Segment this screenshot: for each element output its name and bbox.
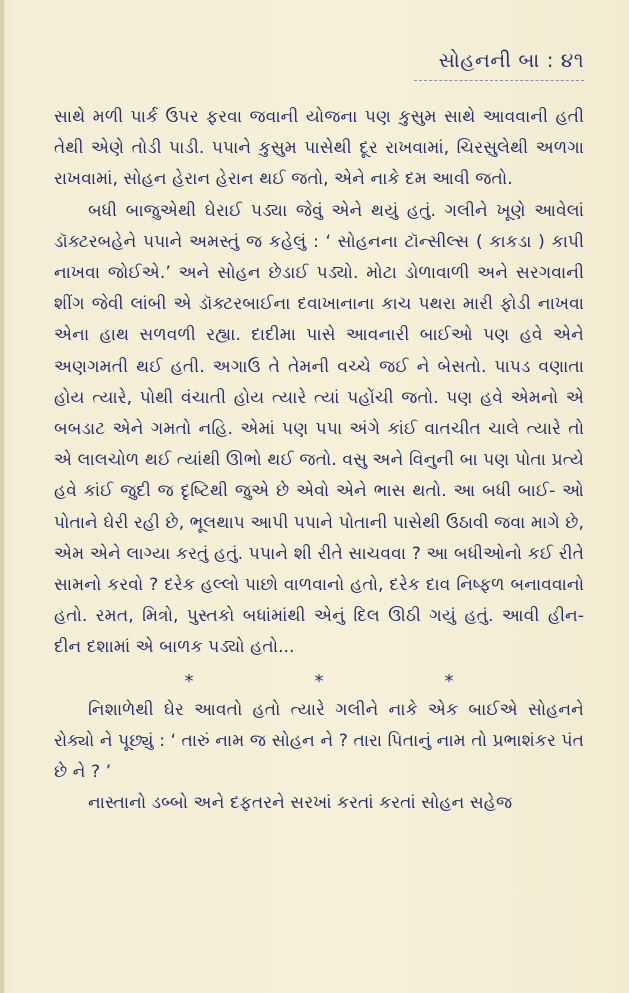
paragraph-3: નિશાળેથી ઘેર આવતો હતો ત્યારે ગલીને નાકે એક બાઈએ સોહનને રોક્યો ને પૂછ્યું : ‘ તારું નામ જ સોહન ને ? તારા પિતાનું નામ તો પ્રભાશંકર પંત છે ને ? ’ — [54, 699, 584, 783]
paragraph-1: સાથે મળી પાર્ક ઉપર ફરવા જવાની યોજના પણ કુસુમ સાથે આવવાની હતી તેથી એણે તોડી પાડી. પપાને કુસુમ પાસેથી દૂર રાખવામાં, ચિરસુલેથી અળગા રાખવામાં, સોહન હેરાન હેરાન થઈ જતો, એને નાકે દમ આવી જતો. — [54, 107, 584, 190]
separator-star: * — [314, 670, 324, 692]
paragraph-4: નાસ્તાનો ડબ્બો અને દફતરને સરખાં કરતાં કરતાં સોહન સહેજ — [88, 793, 513, 814]
body-text — [54, 102, 584, 820]
running-head: સોહનની બા : ૪૧ — [438, 48, 584, 72]
separator-star: * — [444, 670, 454, 692]
paragraph-2: બધી બાજુએથી ઘેરાઈ પડ્યા જેવું એને થયું હતું. ગલીને ખૂણે આવેલાં ડૉક્ટરબહેને પપાને અમસ્તું જ કહેલું : ‘ સોહનના ટૉન્સીલ્સ ( કાકડા ) કાપી નાખવા જોઈએ.’ અને સોહન છેડાઈ પડ્યો. મોટા ડોળાવાળી અને સરગવાની શીંગ જેવી લાંબી એ ડૉક્ટરબાઈના દવાખાનાના કાચ પથરા મારી ફોડી નાખવા એના હાથ સળવળી રહ્યા. દાદીમા પાસે આવનારી બાઈઓ પણ હવે એને અણગમતી થઈ હતી. અગાઉ તે તેમની વચ્ચે જઈ ને બેસતો. પાપડ વણાતા હોય ત્યારે, પોથી વંચાતી હોય ત્યારે ત્યાં પહોંચી જતો. પણ હવે એમનો એ બબડાટ એને ગમતો નહિ. એમાં પણ પપા અંગે કાંઈ વાતચીત ચાલે ત્યારે તો એ લાલચોળ થઈ ત્યાંથી ઊભો થઈ જતો. વસુ અને વિનુની બા પણ પોતા પ્રત્યે હવે કાંઈ જુદી જ દૃષ્ટિથી જુએ છે એવો એને ભાસ થતો. આ બધી બાઈ- ઓ પોતાને ઘેરી રહી છે, ભૂલથાપ આપી પપાને પોતાની પાસેથી ઉઠાવી જવા માગે છે, એમ એને લાગ્યા કરતું હતું. પપાને શી રીતે સાચવવા ? આ બધીઓનો કઈ રીતે સામનો કરવો ? દરેક હલ્લો પાછો વાળવાનો હતો, દરેક દાવ નિષ્ફળ બનાવવાનો હતો. રમત, મિત્રો, પુસ્તકો બધાંમાંથી એનું દિલ ઊઠી ગયું હતું. આવી હીન- દીન દશામાં એ બાળક પડ્યો હતો... — [54, 200, 584, 658]
running-head-rule — [414, 80, 584, 81]
separator-star: * — [184, 670, 194, 692]
section-separator — [54, 664, 584, 695]
page-spine-shadow — [0, 0, 4, 993]
